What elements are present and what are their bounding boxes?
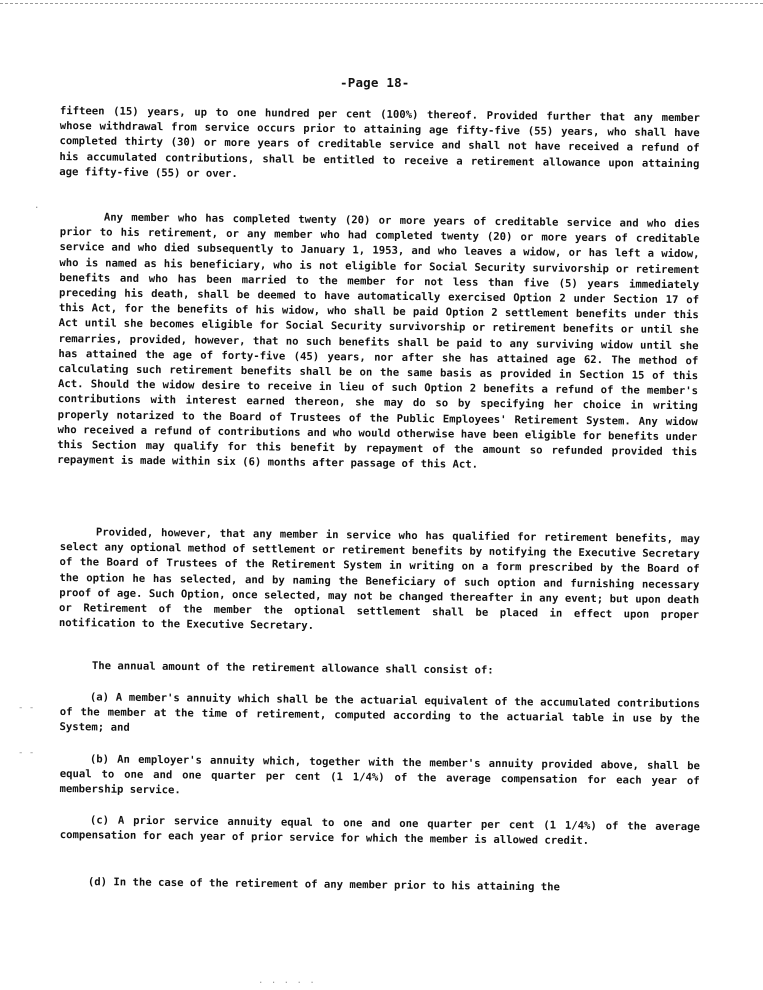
paragraph-a: (a) A member's annuity which shall be the actuarial equivalent of the accumulated contributions of the member at the time of retirement, computed according to the actuarial table in use by the System; and [59,691,700,735]
paragraph-2: Any member who has completed twenty (20) or more years of creditable service and who dies prior to his retirement, or any member who had completed twenty (20) or more years of creditable service and who died subsequently to January 1, 1953, and who leaves a widow, or has left a widow, who is named as his beneficiary, who is not eligible for Social Security survivorship or retirement benefits and who has been married to the member for not less than five (5) years immediately preceding his death, shall be deemed to have automatically exercised Option 2 under Section 17 of this Act, for the benefits of his widow, who shall be paid Option 2 settlement benefits under this Act until she becomes eligible for Social Security survivorship or retirement benefits or until she remarries, provided, however, that no such benefits shall be paid to any surviving widow until she has attained the age of forty-five (45) years, nor after she has attained age 62. The method of calculating such retirement benefits shall be on the same basis as provided in Section 15 of this Act. Should the widow desire to receive in lieu of such Option 2 benefits a refund of the member's contributions with interest earned thereon, she may do so by specifying her choice in writing properly notarized to the Board of Trustees of the Public Employees' Retirement System. Any widow who received a refund of contributions and who would otherwise have been eligible for benefits under this Section may qualify for this benefit by repayment of the amount so refunded provided this repayment is made within six (6) months after passage of this Act. [57,211,700,472]
paragraph-b: (b) An employer's annuity which, together with the member's annuity provided above, shall be equal to one and one quarter per cent (1 1/4%) of the average compensation for each year of membership service. [59,753,700,797]
page-header: -Page 18- [340,75,410,90]
paragraph-d: (d) In the case of the retirement of any member prior to his attaining the [87,875,560,894]
paragraph-3: Provided, however, that any member in service who has qualified for retirement benefits, may select any optional method of settlement or retirement benefits by notifying the Executive Secretary of the Board of Trustees of the Retirement System in writing on a form prescribed by the Board of the option he has selected, and by naming the Beneficiary of such option and furnishing necessary proof of age. Such Option, once selected, may not be changed thereafter in any event; but upon death or Retirement of the member the optional settlement shall be placed in effect upon proper notification to the Executive Secretary. [58,526,700,633]
top-scan-edge [0,3,763,4]
paragraph-4: The annual amount of the retirement allowance shall consist of: [91,659,494,677]
paragraph-c: (c) A prior service annuity equal to one and one quarter per cent (1 1/4%) of the average compensation for each year of prior service for which the member is allowed credit. [59,814,700,848]
paragraph-1: fifteen (15) years, up to one hundred per cent (100%) thereof. Provided further that any member whose withdrawal from service occurs prior to attaining age fifty-five (55) years, who shall have completed thirty (30) or more years of creditable service and shall not have received a refund of his accumulated contributions, shall be entitled to receive a retirement allowance upon attaining age fifty-five (55) or over. [59,104,700,180]
margin-mark: . [34,201,40,211]
bottom-scan-mark: . . . . . [258,976,316,986]
margin-mark: - - [18,748,35,758]
margin-mark: - - [18,703,35,713]
